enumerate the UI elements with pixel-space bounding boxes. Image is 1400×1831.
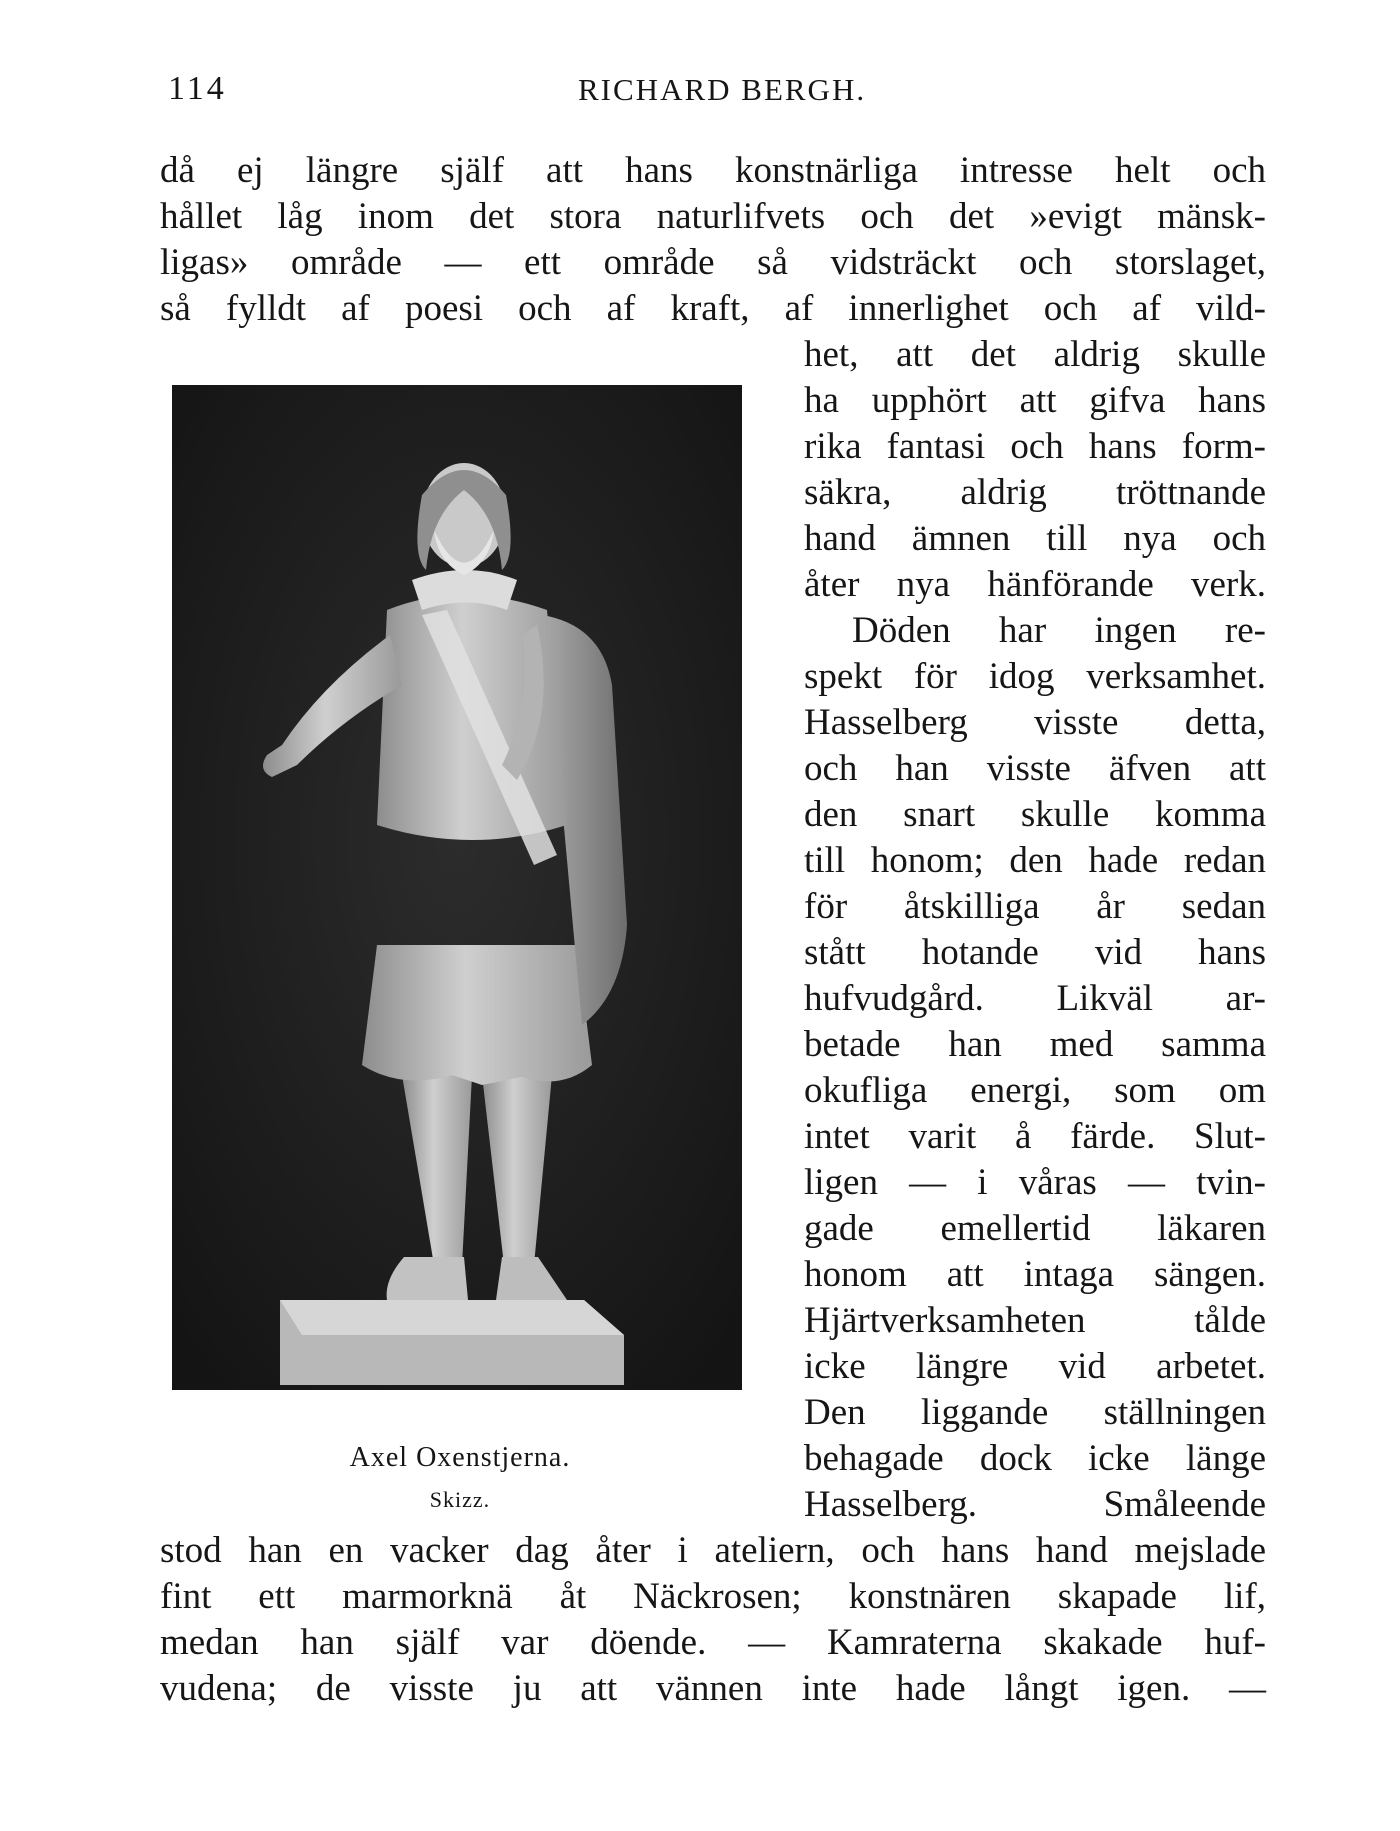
body-line: Hasselberg visste detta, [804,702,1266,743]
body-line: säkra, aldrig tröttnande [804,472,1266,513]
body-line: spekt för idog verksamhet. [804,656,1266,697]
body-line: åter nya hänförande verk. [804,564,1266,605]
body-line: Döden har ingen re- [852,610,1266,651]
statue-illustration [172,385,742,1390]
body-line: betade han med samma [804,1024,1266,1065]
body-line: Hjärtverksamheten tålde [804,1300,1266,1341]
body-line: behagade dock icke länge [804,1438,1266,1479]
page-header [168,64,1266,114]
body-line: ligen — i våras — tvin- [804,1162,1266,1203]
body-line: och han visste äfven att [804,748,1266,789]
page-number: 114 [168,70,227,107]
body-line: het, att det aldrig skulle [804,334,1266,375]
body-line: ligas» område — ett område så vidsträckt och storslaget, [160,242,1266,283]
body-line: medan han själf var döende. — Kamraterna skakade huf- [160,1622,1266,1663]
figure-caption-title: Axel Oxenstjerna. [349,1442,571,1473]
body-line: okufliga energi, som om [804,1070,1266,1111]
body-line: fint ett marmorknä åt Näckrosen; konstnären skapade lif, [160,1576,1266,1617]
body-line: gade emellertid läkaren [804,1208,1266,1249]
body-line: hufvudgård. Likväl ar- [804,978,1266,1019]
body-line: den snart skulle komma [804,794,1266,835]
body-line: stod han en vacker dag åter i ateliern, och hans hand mejslade [160,1530,1266,1571]
body-line: vudena; de visste ju att vännen inte hade långt igen. — [160,1668,1266,1709]
body-line: honom att intaga sängen. [804,1254,1266,1295]
body-line: Hasselberg. Småleende [804,1484,1266,1525]
body-line: hand ämnen till nya och [804,518,1266,559]
body-line: ha upphört att gifva hans [804,380,1266,421]
body-line: då ej längre själf att hans konstnärliga intresse helt och [160,150,1266,191]
body-line: till honom; den hade redan [804,840,1266,881]
body-line: för åtskilliga år sedan [804,886,1266,927]
figure-caption-subtitle: Skizz. [429,1487,491,1512]
body-line: så fylldt af poesi och af kraft, af innerlighet och af vild- [160,288,1266,329]
body-line: rika fantasi och hans form- [804,426,1266,467]
statue-icon [172,385,742,1390]
body-line: stått hotande vid hans [804,932,1266,973]
body-line: intet varit å färde. Slut- [804,1116,1266,1157]
body-line: icke längre vid arbetet. [804,1346,1266,1387]
running-head: RICHARD BERGH. [578,72,867,107]
body-line: Den liggande ställningen [804,1392,1266,1433]
body-line: hållet låg inom det stora naturlifvets och det »evigt mänsk- [160,196,1266,237]
